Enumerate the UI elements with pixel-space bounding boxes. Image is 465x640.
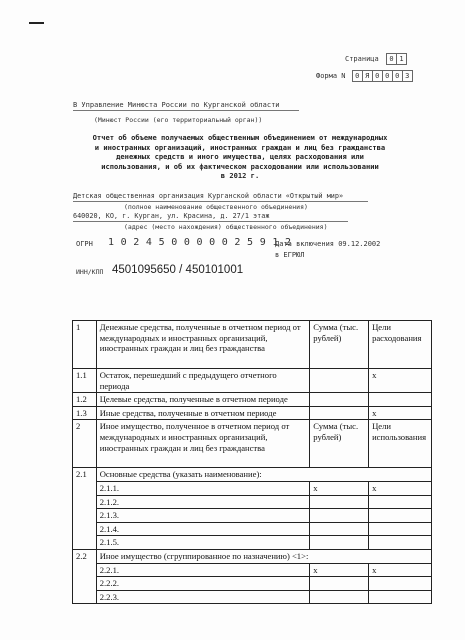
- table-row: [73, 481, 432, 495]
- form-digit: 3: [402, 70, 413, 82]
- goal-header: Цели расходования: [369, 321, 432, 369]
- underline: [73, 110, 299, 111]
- item-label: 2.1.3.: [96, 509, 310, 523]
- report-title-line: Отчет об объеме получаемых общественным объединением от международных: [92, 133, 388, 142]
- table-row: [73, 563, 432, 577]
- form-digit: 0: [352, 70, 363, 82]
- org-name: Детская общественная организация Курганской области «Открытый мир»: [73, 192, 344, 200]
- page-number-field: [345, 53, 407, 65]
- sum-header: Сумма (тыс. рублей): [310, 420, 369, 468]
- sum-cell[interactable]: [310, 590, 369, 604]
- item-label: 2.1.4.: [96, 522, 310, 536]
- report-title-line: денежных средств и иного имущества, целях расходования или: [116, 152, 364, 161]
- goal-cell[interactable]: [369, 536, 432, 550]
- table-row: [73, 321, 432, 369]
- table-row: [73, 522, 432, 536]
- item-label: 2.2.2.: [96, 577, 310, 591]
- sum-cell[interactable]: [310, 406, 369, 420]
- section-heading: Иное имущество (сгруппированное по назначению) <1>:: [96, 549, 431, 563]
- item-label: 2.2.1.: [96, 563, 310, 577]
- row-number: 2.1: [73, 468, 97, 550]
- authority-note: (Минюст России (его территориальный орган)): [94, 116, 263, 124]
- report-table: [72, 320, 432, 604]
- table-row: [73, 549, 432, 563]
- sum-cell[interactable]: [310, 393, 369, 407]
- row-number: 1.1: [73, 369, 97, 393]
- report-title-line: и иностранных организаций, иностранных граждан и лиц без гражданства: [94, 142, 386, 152]
- page-digit: 1: [396, 53, 407, 65]
- sum-header: Сумма (тыс. рублей): [310, 321, 369, 369]
- inn-value: 4501095650 / 450101001: [112, 264, 244, 276]
- table-row: [73, 577, 432, 591]
- row-description: Иное имущество, полученное в отчетном период от международных и иностранных организаций, иностранных граждан и лиц без гражданства: [96, 420, 310, 468]
- item-label: 2.1.2.: [96, 495, 310, 509]
- form-digit: 0: [392, 70, 403, 82]
- sum-cell[interactable]: [310, 536, 369, 550]
- item-label: 2.1.5.: [96, 536, 310, 550]
- goal-cell[interactable]: x: [369, 369, 432, 393]
- page-digit: 0: [386, 53, 397, 65]
- form-digit: Я: [362, 70, 373, 82]
- form-digit: 0: [382, 70, 393, 82]
- sum-cell[interactable]: [310, 369, 369, 393]
- row-description: Целевые средства, полученные в отчетном периоде: [96, 393, 310, 407]
- goal-cell[interactable]: [369, 495, 432, 509]
- row-description: Денежные средства, полученные в отчетном период от международных и иностранных организаций, иностранных граждан и лиц без гражданства: [96, 321, 310, 369]
- table-row: [73, 468, 432, 482]
- row-description: Остаток, перешедший с предыдущего отчетного периода: [96, 369, 310, 393]
- goal-header: Цели использования: [369, 420, 432, 468]
- row-description: Иные средства, полученные в отчетном периоде: [96, 406, 310, 420]
- table-row: [73, 420, 432, 468]
- ogrn-label: ОГРН: [76, 240, 93, 248]
- row-number: 2: [73, 420, 97, 468]
- table-row: [73, 590, 432, 604]
- goal-cell[interactable]: x: [369, 563, 432, 577]
- page-label: Страница: [345, 55, 379, 63]
- form-number-field: [316, 70, 413, 82]
- sum-cell[interactable]: [310, 577, 369, 591]
- goal-cell[interactable]: [369, 577, 432, 591]
- goal-cell[interactable]: [369, 509, 432, 523]
- row-number: 1: [73, 321, 97, 369]
- table-row: [73, 406, 432, 420]
- table-row: [73, 509, 432, 523]
- goal-cell[interactable]: [369, 590, 432, 604]
- goal-cell[interactable]: x: [369, 481, 432, 495]
- underline: [73, 221, 348, 222]
- org-address: 640020, КО, г. Курган, ул. Красина, д. 27/1 этаж: [73, 212, 270, 220]
- org-name-note: (полное наименование общественного объединения): [124, 203, 308, 211]
- inn-label: ИНН/КПП: [76, 268, 104, 276]
- row-number: 1.2: [73, 393, 97, 407]
- form-digit: 0: [372, 70, 383, 82]
- org-address-note: (адрес (место нахождения) общественного объединения): [124, 223, 328, 231]
- table-row: [73, 369, 432, 393]
- row-number: 2.2: [73, 549, 97, 603]
- ogrn-date-note: в ЕГРЮЛ: [275, 251, 305, 259]
- goal-cell[interactable]: [369, 522, 432, 536]
- goal-cell[interactable]: x: [369, 406, 432, 420]
- underline: [73, 201, 368, 202]
- scan-mark: [29, 22, 44, 24]
- row-number: 1.3: [73, 406, 97, 420]
- table-row: [73, 393, 432, 407]
- item-label: 2.2.3.: [96, 590, 310, 604]
- ogrn-value: 1 0 2 4 5 0 0 0 0 0 2 5 9 1 2: [108, 237, 292, 248]
- form-label: Форма N: [316, 72, 346, 80]
- sum-cell[interactable]: [310, 495, 369, 509]
- sum-cell[interactable]: x: [310, 563, 369, 577]
- sum-cell[interactable]: [310, 522, 369, 536]
- sum-cell[interactable]: [310, 509, 369, 523]
- report-title-line: использования, и об их фактическом расходовании или использовании: [101, 161, 379, 171]
- table-row: [73, 536, 432, 550]
- report-title-line: в 2012 г.: [220, 171, 260, 180]
- authority: В Управление Минюста России по Курганской области: [73, 101, 280, 109]
- report-title: [40, 133, 440, 181]
- item-label: 2.1.1.: [96, 481, 310, 495]
- ogrn-date: Дата включения 09.12.2002: [275, 240, 381, 248]
- section-heading: Основные средства (указать наименование):: [96, 468, 431, 482]
- goal-cell[interactable]: [369, 393, 432, 407]
- sum-cell[interactable]: x: [310, 481, 369, 495]
- table-row: [73, 495, 432, 509]
